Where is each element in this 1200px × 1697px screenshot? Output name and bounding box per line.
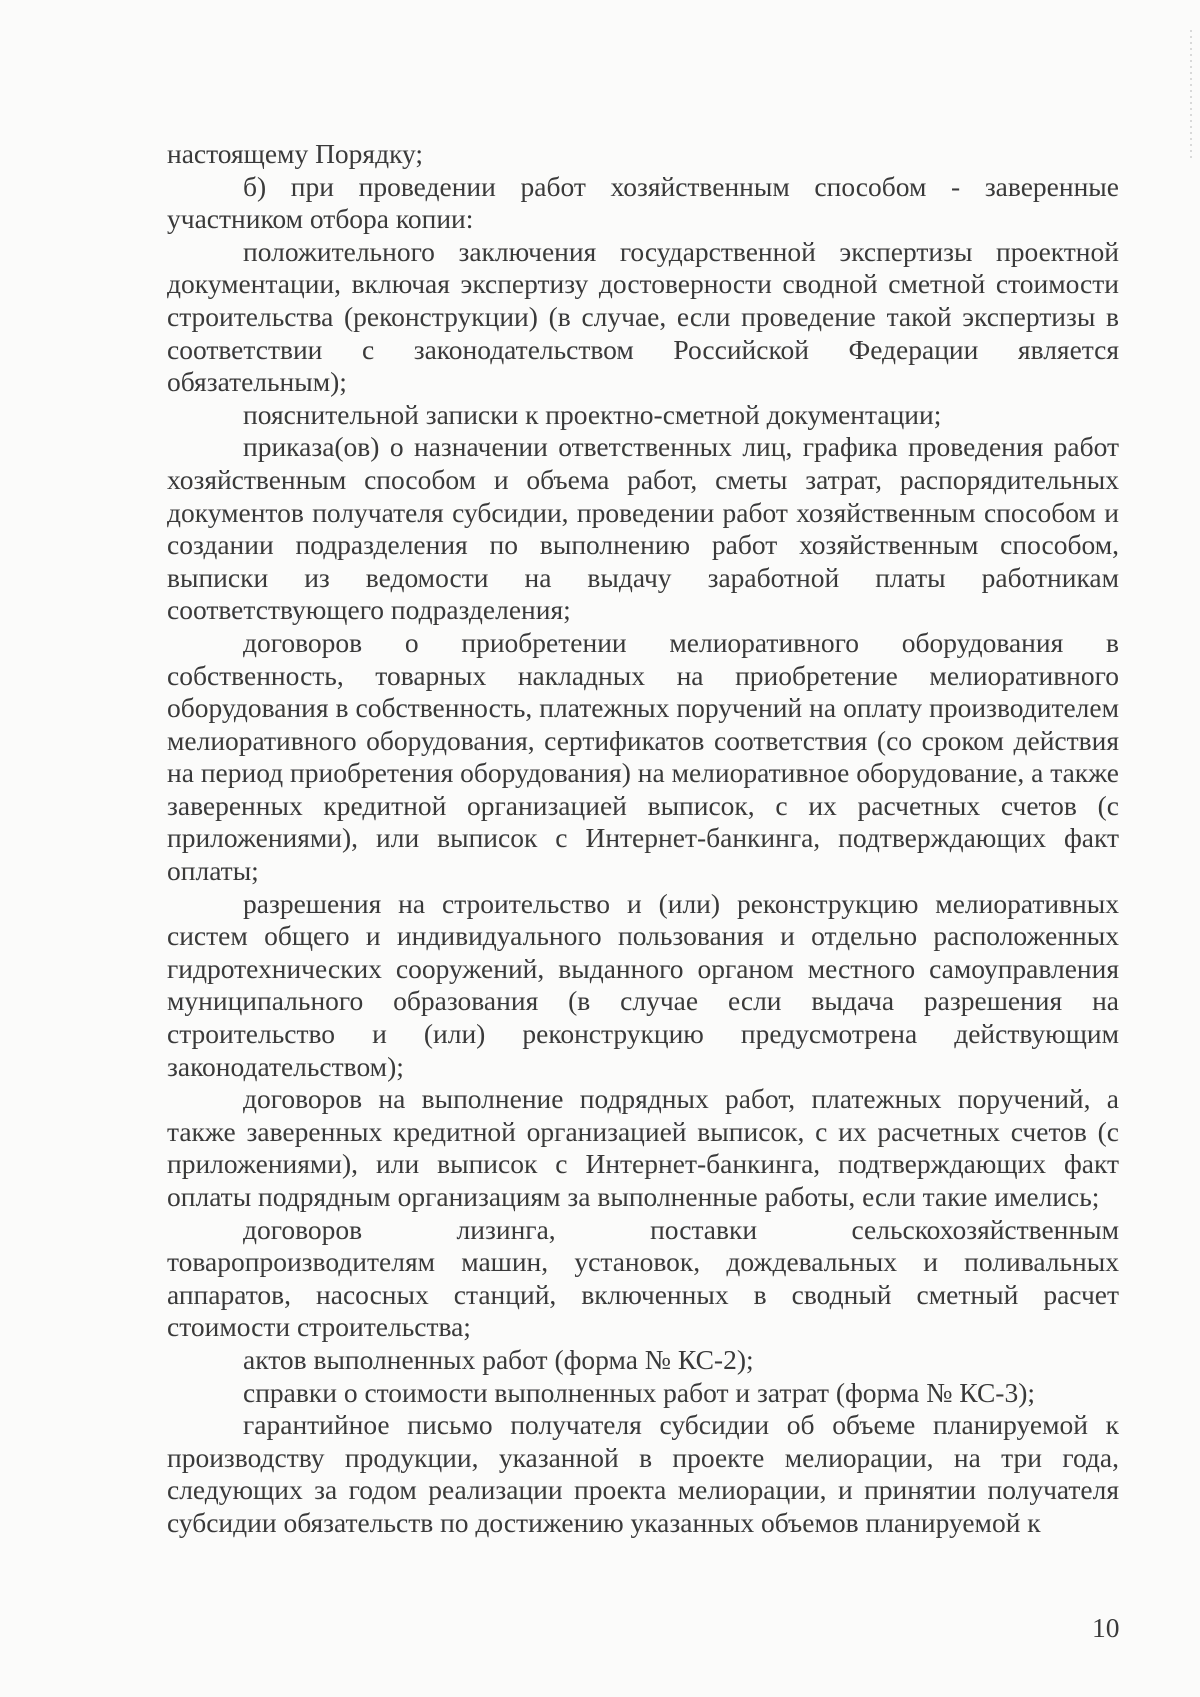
document-body <box>167 138 1119 1540</box>
page-number: 10 <box>1092 1612 1120 1643</box>
paragraph-10: актов выполненных работ (форма № КС-2); <box>243 1343 754 1375</box>
scan-edge-mark <box>1190 30 1192 160</box>
paragraph-2: б) при проведении работ хозяйственным способом - заверенные участником отбора копии: <box>167 170 1119 235</box>
paragraph-8: договоров на выполнение подрядных работ, платежных поручений, а также заверенных кредитной организацией выписок, с их расчетных счетов (с приложениями), или выписок с Интернет-банкинга, подтверждающих факт оплаты подрядным организациям за выполненные работы, если такие имелись; <box>167 1083 1119 1212</box>
paragraph-3: положительного заключения государственной экспертизы проектной документации, включая экспертизу достоверности сводной сметной стоимости строительства (реконструкции) (в случае, если проведение такой экспертизы в соответствии с законодательством Российской Федерации является обязательным); <box>167 235 1119 398</box>
paragraph-12: гарантийное письмо получателя субсидии об объеме планируемой к производству продукции, указанной в проекте мелиорации, на три года, следующих за годом реализации проекта мелиорации, и принятии получателя субсидии обязательств по достижению указанных объемов планируемой к <box>167 1409 1119 1538</box>
paragraph-6: договоров о приобретении мелиоративного оборудования в собственность, товарных накладных на приобретение мелиоративного оборудования в собственность, платежных поручений на оплату производителем мелиоративного оборудования, сертификатов соответствия (со сроком действия на период приобретения оборудования) на мелиоративное оборудование, а также заверенных кредитной организацией выписок, с их расчетных счетов (с приложениями), или выписок с Интернет-банкинга, подтверждающих факт оплаты; <box>167 626 1119 887</box>
paragraph-9: договоров лизинга, поставки сельскохозяйственным товаропроизводителям машин, установок, дождевальных и поливальных аппаратов, насосных станций, включенных в сводный сметный расчет стоимости строительства; <box>167 1213 1119 1343</box>
paragraph-5: приказа(ов) о назначении ответственных лиц, графика проведения работ хозяйственным способом и объема работ, сметы затрат, распорядительных документов получателя субсидии, проведении работ хозяйственным способом и создании подразделения по выполнению работ хозяйственным способом, выписки из ведомости на выдачу заработной платы работникам соответствующего подразделения; <box>167 431 1119 626</box>
paragraph-7: разрешения на строительство и (или) реконструкцию мелиоративных систем общего и индивидуального пользования и отдельно расположенных гидротехнических сооружений, выданного органом местного самоуправления муниципального образования (в случае если выдача разрешения на строительство и (или) реконструкцию предусмотрена действующим законодательством); <box>167 887 1119 1082</box>
paragraph-4: пояснительной записки к проектно-сметной документации; <box>243 398 942 430</box>
paragraph-11: справки о стоимости выполненных работ и затрат (форма № КС-3); <box>243 1376 1036 1408</box>
paragraph-1: настоящему Порядку; <box>167 138 424 169</box>
